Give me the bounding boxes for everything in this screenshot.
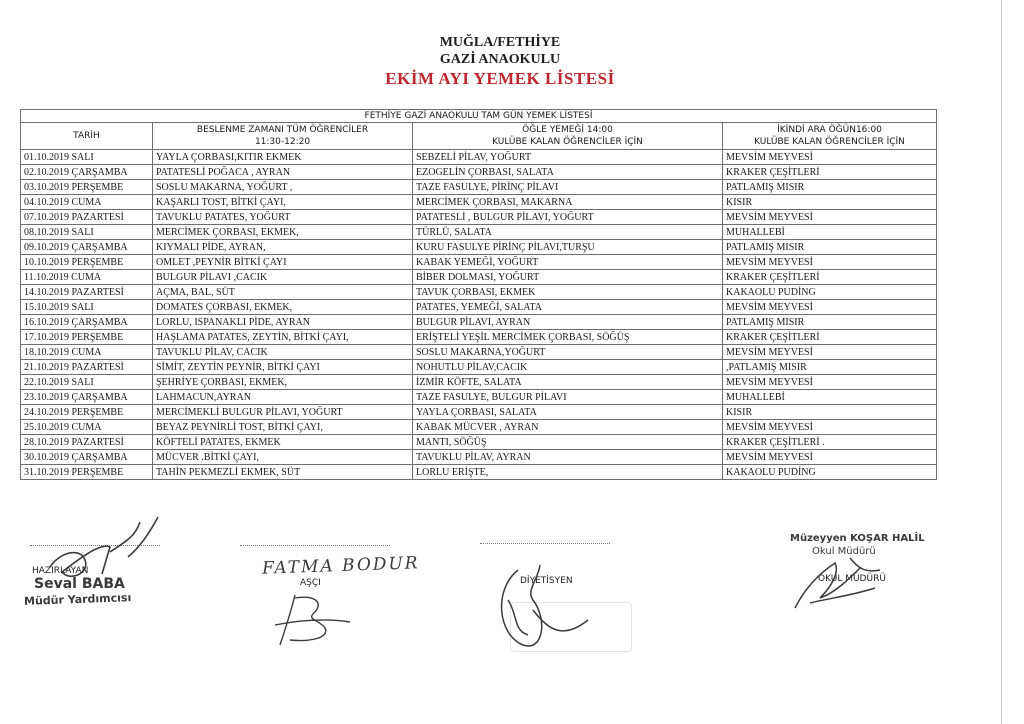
menu-date-cell: 17.10.2019 PERŞEMBE — [21, 330, 153, 345]
col-breakfast-header — [153, 123, 413, 150]
breakfast-cell: TAHİN PEKMEZLİ EKMEK, SÜT — [153, 465, 413, 480]
breakfast-cell: BULGUR PİLAVI ,CACIK — [153, 270, 413, 285]
snack-cell: KRAKER ÇEŞİTLERİ — [723, 270, 937, 285]
table-row — [21, 315, 937, 330]
menu-date-cell: 30.10.2019 ÇARŞAMBA — [21, 450, 153, 465]
breakfast-cell: SOSLU MAKARNA, YOĞURT , — [153, 180, 413, 195]
table-row — [21, 210, 937, 225]
table-row — [21, 390, 937, 405]
breakfast-cell: KÖFTELİ PATATES, EKMEK — [153, 435, 413, 450]
lunch-cell: BİBER DOLMASI, YOĞURT — [413, 270, 723, 285]
breakfast-cell: MÜCVER .BİTKİ ÇAYI, — [153, 450, 413, 465]
snack-cell: KISIR — [723, 405, 937, 420]
lunch-cell: İZMİR KÖFTE, SALATA — [413, 375, 723, 390]
lunch-cell: KURU FASULYE PİRİNÇ PİLAVI,TURŞU — [413, 240, 723, 255]
snack-cell: PATLAMIŞ MISIR — [723, 240, 937, 255]
dietitian-signature-line — [480, 543, 610, 544]
menu-date-cell: 23.10.2019 ÇARŞAMBA — [21, 390, 153, 405]
snack-cell: PATLAMIŞ MISIR — [723, 180, 937, 195]
breakfast-cell: AÇMA, BAL, SÜT — [153, 285, 413, 300]
lunch-cell: TAVUKLU PİLAV, AYRAN — [413, 450, 723, 465]
table-row — [21, 345, 937, 360]
table-row — [21, 165, 937, 180]
table-title: FETHİYE GAZİ ANAOKULU TAM GÜN YEMEK LİSTESİ — [21, 110, 937, 123]
menu-date-cell: 10.10.2019 PERŞEMBE — [21, 255, 153, 270]
lunch-cell: SEBZELİ PİLAV, YOĞURT — [413, 150, 723, 165]
menu-date-cell: 31.10.2019 PERŞEMBE — [21, 465, 153, 480]
table-row — [21, 240, 937, 255]
snack-cell: MEVSİM MEYVESİ — [723, 255, 937, 270]
menu-date-cell: 18.10.2019 CUMA — [21, 345, 153, 360]
dietitian-label: DİYETİSYEN — [520, 576, 573, 586]
snack-cell: MEVSİM MEYVESİ — [723, 150, 937, 165]
table-row — [21, 195, 937, 210]
col-breakfast-title: BESLENME ZAMANI TÜM ÖĞRENCİLER — [196, 125, 369, 135]
lunch-cell: PATATESLİ , BULGUR PİLAVI, YOĞURT — [413, 210, 723, 225]
lunch-cell: ERİŞTELİ YEŞİL MERCİMEK ÇORBASI, SÖĞÜŞ — [413, 330, 723, 345]
table-row — [21, 450, 937, 465]
breakfast-cell: BEYAZ PEYNİRLİ TOST, BİTKİ ÇAYI, — [153, 420, 413, 435]
cook-signature-line — [240, 545, 390, 546]
table-row — [21, 465, 937, 480]
principal-name: Müzeyyen KOŞAR HALİL — [790, 533, 925, 544]
principal-title: Okul Müdürü — [812, 546, 876, 557]
menu-date-cell: 14.10.2019 PAZARTESİ — [21, 285, 153, 300]
menu-table-body — [21, 150, 937, 480]
breakfast-cell: KAŞARLI TOST, BİTKİ ÇAYI, — [153, 195, 413, 210]
page-edge-line — [1001, 0, 1002, 724]
table-row — [21, 150, 937, 165]
menu-table — [20, 109, 937, 480]
snack-cell: ,PATLAMIŞ MISIR — [723, 360, 937, 375]
menu-date-cell: 15.10.2019 SALI — [21, 300, 153, 315]
snack-cell: MEVSİM MEYVESİ — [723, 345, 937, 360]
lunch-cell: TAVUK ÇORBASI, EKMEK — [413, 285, 723, 300]
col-lunch-note: KULÜBE KALAN ÖĞRENCİLER İÇİN — [492, 137, 643, 147]
menu-date-cell: 28.10.2019 PAZARTESİ — [21, 435, 153, 450]
snack-cell: KAKAOLU PUDİNG — [723, 285, 937, 300]
table-row — [21, 270, 937, 285]
snack-cell: MEVSİM MEYVESİ — [723, 420, 937, 435]
snack-cell: KAKAOLU PUDİNG — [723, 465, 937, 480]
table-row — [21, 225, 937, 240]
lunch-cell: KABAK MÜCVER , AYRAN — [413, 420, 723, 435]
cook-handwritten-name: FATMA BODUR — [261, 553, 420, 579]
table-row — [21, 330, 937, 345]
snack-cell: KRAKER ÇEŞİTLERİ — [723, 330, 937, 345]
menu-date-cell: 08.10.2019 SALI — [21, 225, 153, 240]
snack-cell: KISIR — [723, 195, 937, 210]
lunch-cell: EZOGELİN ÇORBASI, SALATA — [413, 165, 723, 180]
breakfast-cell: TAVUKLU PİLAV, CACIK — [153, 345, 413, 360]
cook-label: AŞÇI — [300, 578, 321, 588]
snack-cell: KRAKER ÇEŞİTLERİ — [723, 165, 937, 180]
col-snack-note: KULÜBE KALAN ÖĞRENCİLER İÇİN — [754, 137, 905, 147]
lunch-cell: YAYLA ÇORBASI, SALATA — [413, 405, 723, 420]
breakfast-cell: KIYMALI PİDE, AYRAN, — [153, 240, 413, 255]
col-lunch-header — [413, 123, 723, 150]
lunch-cell: MANTI, SÖĞÜŞ — [413, 435, 723, 450]
snack-cell: KRAKER ÇEŞİTLERİ . — [723, 435, 937, 450]
breakfast-cell: TAVUKLU PATATES, YOĞURT — [153, 210, 413, 225]
menu-date-cell: 01.10.2019 SALI — [21, 150, 153, 165]
header-school: GAZİ ANAOKULU — [439, 52, 561, 67]
menu-date-cell: 04.10.2019 CUMA — [21, 195, 153, 210]
menu-date-cell: 11.10.2019 CUMA — [21, 270, 153, 285]
prepared-title: Müdür Yardımcısı — [23, 591, 132, 608]
breakfast-cell: LAHMACUN,AYRAN — [153, 390, 413, 405]
table-row — [21, 405, 937, 420]
dietitian-signature-scribble — [478, 560, 598, 655]
snack-cell: MUHALLEBİ — [723, 225, 937, 240]
snack-cell: MUHALLEBİ — [723, 390, 937, 405]
snack-cell: MEVSİM MEYVESİ — [723, 375, 937, 390]
snack-cell: MEVSİM MEYVESİ — [723, 210, 937, 225]
snack-cell: MEVSİM MEYVESİ — [723, 450, 937, 465]
breakfast-cell: ŞEHRİYE ÇORBASI, EKMEK, — [153, 375, 413, 390]
breakfast-cell: MERCİMEKLİ BULGUR PİLAVI, YOĞURT — [153, 405, 413, 420]
lunch-cell: TAZE FASULYE, BULGUR PİLAVI — [413, 390, 723, 405]
breakfast-cell: DOMATES ÇORBASI, EKMEK, — [153, 300, 413, 315]
breakfast-cell: PATATESLİ POĞACA , AYRAN — [153, 165, 413, 180]
header-city: MUĞLA/FETHİYE — [439, 35, 561, 50]
menu-date-cell: 21.10.2019 PAZARTESİ — [21, 360, 153, 375]
col-snack-header — [723, 123, 937, 150]
menu-date-cell: 25.10.2019 CUMA — [21, 420, 153, 435]
breakfast-cell: OMLET ,PEYNİR BİTKİ ÇAYI — [153, 255, 413, 270]
header-title: EKİM AYI YEMEK LİSTESİ — [385, 69, 615, 88]
breakfast-cell: YAYLA ÇORBASI,KITIR EKMEK — [153, 150, 413, 165]
lunch-cell: TAZE FASULYE, PİRİNÇ PİLAVI — [413, 180, 723, 195]
table-row — [21, 180, 937, 195]
breakfast-cell: MERCİMEK ÇORBASI, EKMEK, — [153, 225, 413, 240]
col-date-header: TARİH — [21, 123, 153, 150]
lunch-cell: TÜRLÜ, SALATA — [413, 225, 723, 240]
table-row — [21, 285, 937, 300]
lunch-cell: LORLU ERİŞTE, — [413, 465, 723, 480]
snack-cell: PATLAMIŞ MISIR — [723, 315, 937, 330]
breakfast-cell: SİMİT, ZEYTİN PEYNİR, BİTKİ ÇAYI — [153, 360, 413, 375]
menu-date-cell: 03.10.2019 PERŞEMBE — [21, 180, 153, 195]
table-row — [21, 420, 937, 435]
menu-date-cell: 09.10.2019 ÇARŞAMBA — [21, 240, 153, 255]
table-row — [21, 255, 937, 270]
col-lunch-title: ÖĞLE YEMEĞİ 14:00 — [522, 125, 613, 135]
principal-label: OKUL MÜDÜRÜ — [818, 574, 886, 584]
table-row — [21, 375, 937, 390]
lunch-cell: NOHUTLU PİLAV,CACIK — [413, 360, 723, 375]
lunch-cell: PATATES, YEMEĞİ, SALATA — [413, 300, 723, 315]
menu-date-cell: 16.10.2019 ÇARŞAMBA — [21, 315, 153, 330]
table-row — [21, 300, 937, 315]
cook-signature-scribble — [270, 590, 360, 650]
document-header — [0, 34, 1000, 90]
lunch-cell: SOSLU MAKARNA,YOĞURT — [413, 345, 723, 360]
table-row — [21, 435, 937, 450]
menu-date-cell: 24.10.2019 PERŞEMBE — [21, 405, 153, 420]
prepared-name: Seval BABA — [34, 576, 125, 592]
principal-signature-scribble — [780, 548, 890, 618]
col-snack-title: İKİNDİ ARA ÖĞÜN16:00 — [777, 125, 882, 135]
snack-cell: MEVSİM MEYVESİ — [723, 300, 937, 315]
table-row — [21, 360, 937, 375]
breakfast-cell: HAŞLAMA PATATES, ZEYTİN, BİTKİ ÇAYI, — [153, 330, 413, 345]
menu-date-cell: 02.10.2019 ÇARŞAMBA — [21, 165, 153, 180]
lunch-cell: KABAK YEMEĞİ, YOĞURT — [413, 255, 723, 270]
breakfast-cell: LORLU, ISPANAKLI PİDE, AYRAN — [153, 315, 413, 330]
menu-date-cell: 22.10.2019 SALI — [21, 375, 153, 390]
prepared-label: HAZIRLAYAN — [32, 566, 89, 576]
lunch-cell: BULGUR PİLAVI, AYRAN — [413, 315, 723, 330]
lunch-cell: MERCİMEK ÇORBASI, MAKARNA — [413, 195, 723, 210]
col-breakfast-time: 11:30-12:20 — [254, 137, 311, 147]
menu-date-cell: 07.10.2019 PAZARTESİ — [21, 210, 153, 225]
